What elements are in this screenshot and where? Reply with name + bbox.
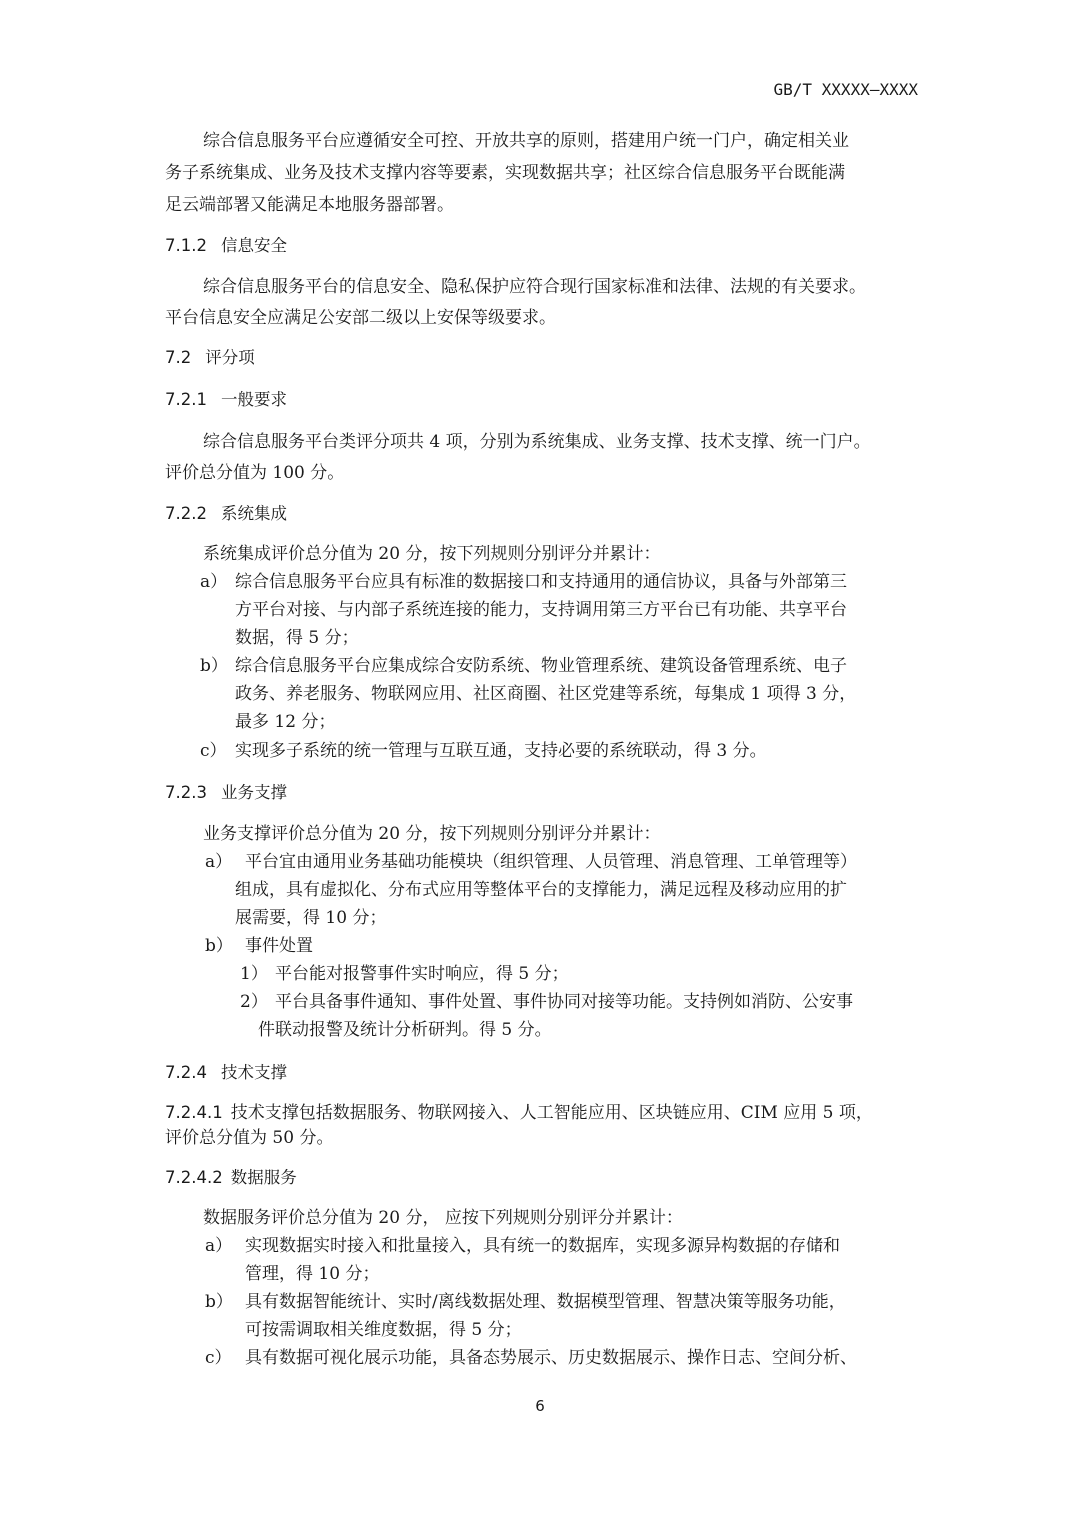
s723-item-b-marker: b） [205, 936, 233, 956]
heading-7-2-3 [165, 782, 287, 804]
intro-line-1: 综合信息服务平台应遵循安全可控、开放共享的原则，搭建用户统一门户，确定相关业 [203, 131, 849, 151]
s723-sub-2-marker: 2） [240, 992, 268, 1012]
section-title: 信息安全 [220, 236, 287, 255]
s7242-item-a-line-2: 管理，得 10 分； [245, 1264, 380, 1284]
s7242-item-b-line-2: 可按需调取相关维度数据，得 5 分； [245, 1320, 522, 1340]
section-number: 7.2 [165, 348, 192, 367]
s723-sub-2-line-1: 平台具备事件通知、事件处置、事件协同对接等功能。支持例如消防、公安事 [275, 992, 853, 1012]
s722-item-a-line-3: 数据，得 5 分； [235, 628, 359, 648]
s722-item-a-line-2: 方平台对接、与内部子系统连接的能力，支持调用第三方平台已有功能、共享平台 [235, 600, 847, 620]
s723-item-a-line-1: 平台宜由通用业务基础功能模块（组织管理、人员管理、消息管理、工单管理等） [245, 852, 857, 872]
s723-item-a-marker: a） [205, 852, 233, 872]
s723-item-a-line-2: 组成，具有虚拟化、分布式应用等整体平台的支撑能力，满足远程及移动应用的扩 [235, 880, 847, 900]
section-number: 7.1.2 [165, 236, 207, 255]
clause-number: 7.2.4.2 [165, 1168, 223, 1187]
section-number: 7.2.3 [165, 783, 207, 802]
s7242-item-b-line-1: 具有数据智能统计、实时/离线数据处理、数据模型管理、智慧决策等服务功能， [245, 1292, 846, 1312]
s7242-item-b-marker: b） [205, 1292, 233, 1312]
s722-item-b-line-2: 政务、养老服务、物联网应用、社区商圈、社区党建等系统，每集成 1 项得 3 分， [235, 684, 857, 704]
s722-item-b-line-1: 综合信息服务平台应集成综合安防系统、物业管理系统、建筑设备管理系统、电子 [235, 656, 847, 676]
heading-7-2 [165, 347, 255, 369]
intro-line-2: 务子系统集成、业务及技术支撑内容等要素，实现数据共享；社区综合信息服务平台既能满 [165, 163, 845, 183]
heading-7-1-2 [165, 235, 287, 257]
s7242-item-c-line-1: 具有数据可视化展示功能，具备态势展示、历史数据展示、操作日志、空间分析、 [245, 1348, 857, 1368]
s722-item-c-marker: c） [200, 741, 227, 761]
section-title: 技术支撑 [220, 1063, 287, 1082]
s723-sub-1-text: 平台能对报警事件实时响应，得 5 分； [275, 964, 569, 984]
page-number: 6 [535, 1397, 545, 1415]
s7242-item-c-marker: c） [205, 1348, 232, 1368]
s7241-line-2: 评价总分值为 50 分。 [165, 1128, 334, 1148]
s7242-item-a-marker: a） [205, 1236, 233, 1256]
s722-item-a-marker: a） [200, 572, 228, 592]
s712-line-1: 综合信息服务平台的信息安全、隐私保护应符合现行国家标准和法律、法规的有关要求。 [203, 277, 866, 297]
s722-intro: 系统集成评价总分值为 20 分，按下列规则分别评分并累计： [203, 544, 661, 564]
s712-line-2: 平台信息安全应满足公安部二级以上安保等级要求。 [165, 308, 556, 328]
s722-item-a-line-1: 综合信息服务平台应具有标准的数据接口和支持通用的通信协议，具备与外部第三 [235, 572, 847, 592]
section-number: 7.2.2 [165, 504, 207, 523]
section-number: 7.2.1 [165, 390, 207, 409]
s7241-line-1 [165, 1102, 873, 1124]
standard-code-header: GB/T XXXXX—XXXX [773, 80, 918, 99]
heading-7-2-4-2 [165, 1167, 297, 1189]
heading-7-2-2 [165, 503, 287, 525]
s722-item-b-marker: b） [200, 656, 228, 676]
section-title: 业务支撑 [220, 783, 287, 802]
section-title: 系统集成 [220, 504, 287, 523]
s723-sub-1-marker: 1） [240, 964, 268, 984]
s723-intro: 业务支撑评价总分值为 20 分，按下列规则分别评分并累计： [203, 824, 661, 844]
s721-line-2: 评价总分值为 100 分。 [165, 463, 345, 483]
heading-7-2-1 [165, 389, 287, 411]
section-number: 7.2.4 [165, 1063, 207, 1082]
s723-item-a-line-3: 展需要，得 10 分； [235, 908, 387, 928]
s722-item-b-line-3: 最多 12 分； [235, 712, 336, 732]
clause-title: 数据服务 [230, 1168, 297, 1187]
clause-number: 7.2.4.1 [165, 1103, 223, 1122]
heading-7-2-4 [165, 1062, 287, 1084]
s721-line-1: 综合信息服务平台类评分项共 4 项，分别为系统集成、业务支撑、技术支撑、统一门户。 [203, 432, 871, 452]
section-title: 评分项 [205, 348, 255, 367]
intro-line-3: 足云端部署又能满足本地服务器部署。 [165, 195, 454, 215]
s723-item-b-line-1: 事件处置 [245, 936, 313, 956]
s722-item-c-line-1: 实现多子系统的统一管理与互联互通，支持必要的系统联动，得 3 分。 [235, 741, 767, 761]
s7242-intro: 数据服务评价总分值为 20 分， 应按下列规则分别评分并累计： [203, 1208, 683, 1228]
clause-text: 技术支撑包括数据服务、物联网接入、人工智能应用、区块链应用、CIM 应用 5 项， [230, 1103, 873, 1123]
section-title: 一般要求 [220, 390, 287, 409]
s723-sub-2-line-2: 件联动报警及统计分析研判。得 5 分。 [258, 1020, 552, 1040]
s7242-item-a-line-1: 实现数据实时接入和批量接入，具有统一的数据库，实现多源异构数据的存储和 [245, 1236, 840, 1256]
